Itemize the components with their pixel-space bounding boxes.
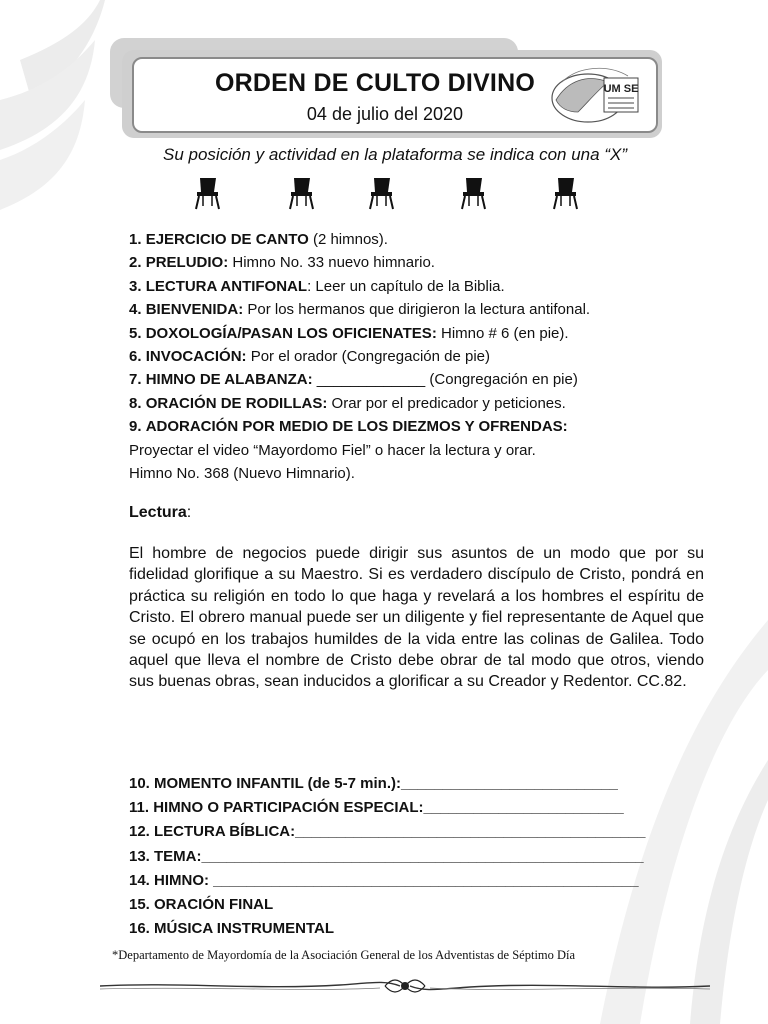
item-number: 7. bbox=[129, 371, 142, 389]
list-item bbox=[129, 415, 729, 438]
list-item: 13. TEMA:_____________________________________________________ bbox=[129, 847, 644, 865]
item-number: 5. bbox=[129, 324, 142, 342]
platform-chairs bbox=[192, 176, 592, 212]
reading-text: El hombre de negocios puede dirigir sus asuntos de un modo que por su fidelidad glorifique a su Maestro. Si es verdadero discípulo de Cristo, pondrá en práctica su religión en todo lo que haga y revelará a los hombres el espíritu de Cristo. El obrero manual puede ser un diligente y fiel representante de Aquel que se ocupó en los trabajos humildes de la vida entre las colinas de Galilea. Todo aquel que lleva el nombre de Cristo debe obrar de tal modo que otros, viendo sus buenas obras, sean inducidos a glorificar a su Creador y Redentor. CC.82. bbox=[129, 545, 704, 691]
service-date: 04 de julio del 2020 bbox=[306, 104, 464, 124]
list-item bbox=[129, 251, 729, 274]
chair-icon bbox=[458, 176, 488, 210]
chair-icon bbox=[192, 176, 222, 210]
item-heading: INVOCACIÓN: bbox=[145, 347, 247, 365]
item-number: 1. bbox=[129, 231, 142, 248]
item-number: 9. bbox=[129, 418, 142, 436]
service-order-list-continued bbox=[129, 772, 709, 941]
item-detail: Himno # 6 (en pie). bbox=[436, 324, 569, 342]
list-item: 15. ORACIÓN FINAL bbox=[129, 895, 274, 913]
item-heading: LECTURA ANTIFONAL bbox=[145, 277, 308, 295]
item-number: 2. bbox=[129, 254, 142, 272]
item-number: 4. bbox=[129, 301, 142, 319]
list-item: 14. HIMNO: ___________________________________________________ bbox=[129, 871, 639, 889]
item-detail: Por el orador (Congregación de pie) bbox=[246, 347, 491, 365]
reading-heading bbox=[129, 504, 191, 522]
reading-title-colon: : bbox=[186, 504, 192, 521]
list-item: 16. MÚSICA INSTRUMENTAL bbox=[129, 920, 335, 938]
item-heading: PRELUDIO: bbox=[145, 254, 229, 272]
item-heading: ADORACIÓN POR MEDIO DE LOS DIEZMOS Y OFRENDAS: bbox=[145, 418, 568, 436]
item-detail: (2 himnos). bbox=[308, 231, 388, 248]
service-order-list bbox=[129, 228, 729, 485]
list-item: 12. LECTURA BÍBLICA:__________________________________________ bbox=[129, 823, 646, 841]
page-title: ORDEN DE CULTO DIVINO bbox=[215, 69, 535, 97]
item-heading: DOXOLOGÍA/PASAN LOS OFICIENATES: bbox=[145, 324, 437, 342]
ornamental-divider bbox=[100, 972, 710, 1000]
list-item bbox=[129, 275, 729, 298]
item-number: 6. bbox=[129, 347, 142, 365]
item-detail: _____________ (Congregación en pie) bbox=[312, 371, 578, 389]
item-number: 8. bbox=[129, 394, 142, 412]
list-item bbox=[129, 345, 729, 368]
item-detail: Por los hermanos que dirigieron la lectura antifonal. bbox=[243, 301, 591, 319]
chair-icon bbox=[286, 176, 316, 210]
item-detail: : Leer un capítulo de la Biblia. bbox=[307, 277, 505, 295]
umse-logo bbox=[548, 60, 644, 124]
list-item: 11. HIMNO O PARTICIPACIÓN ESPECIAL:________________________ bbox=[129, 799, 624, 817]
footer-credit: *Departamento de Mayordomía de la Asociación General de los Adventistas de Séptimo Día bbox=[112, 948, 576, 962]
item-heading: BIENVENIDA: bbox=[145, 301, 244, 319]
list-item bbox=[129, 368, 729, 391]
list-item bbox=[129, 228, 729, 251]
item-heading: HIMNO DE ALABANZA: bbox=[145, 371, 313, 389]
list-item bbox=[129, 392, 729, 415]
logo-text: UM SE bbox=[603, 83, 639, 95]
reading-title: Lectura bbox=[129, 504, 187, 521]
list-item-note: Himno No. 368 (Nuevo Himnario). bbox=[129, 464, 355, 482]
item-heading: EJERCICIO DE CANTO bbox=[145, 231, 309, 248]
chair-icon bbox=[550, 176, 580, 210]
list-item-note: Proyectar el video “Mayordomo Fiel” o hacer la lectura y orar. bbox=[129, 441, 536, 459]
list-item bbox=[129, 322, 729, 345]
item-heading: ORACIÓN DE RODILLAS: bbox=[145, 394, 328, 412]
list-item: 10. MOMENTO INFANTIL (de 5-7 min.):__________________________ bbox=[129, 775, 618, 792]
item-detail: Himno No. 33 nuevo himnario. bbox=[228, 254, 435, 272]
chair-icon bbox=[366, 176, 396, 210]
position-instruction: Su posición y actividad en la plataforma se indica con una “X” bbox=[163, 145, 627, 164]
item-number: 3. bbox=[129, 277, 142, 295]
list-item bbox=[129, 298, 729, 321]
item-detail: Orar por el predicador y peticiones. bbox=[327, 394, 566, 412]
